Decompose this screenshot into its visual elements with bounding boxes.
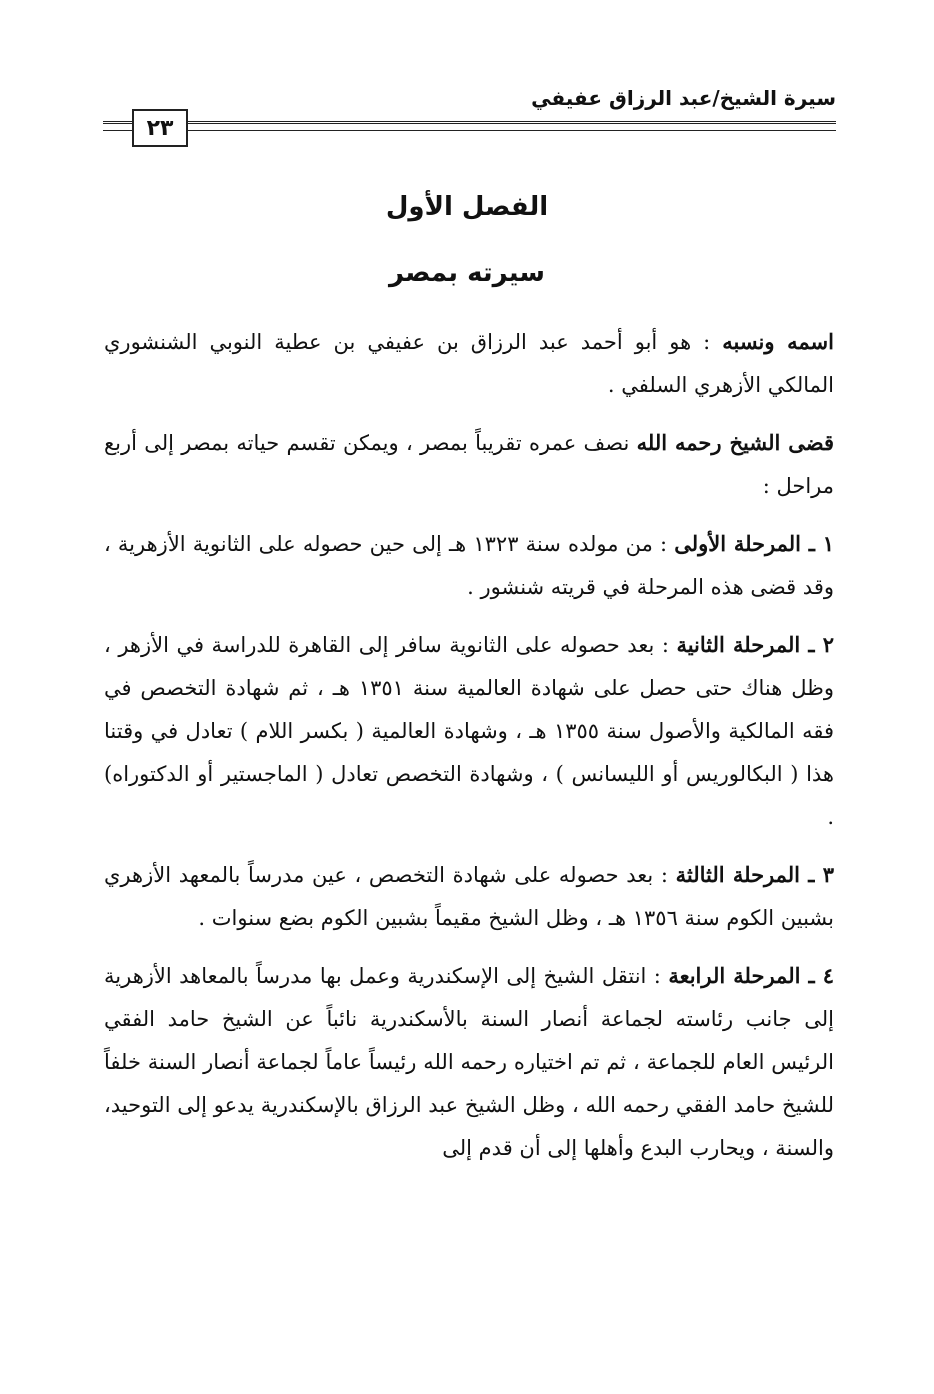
paragraph-lead: ٢ ـ المرحلة الثانية <box>676 632 834 657</box>
paragraph-intro <box>104 421 834 508</box>
running-header-title: سيرة الشيخ/عبد الرزاق عفيفي <box>531 86 836 110</box>
paragraph-text: : انتقل الشيخ إلى الإسكندرية وعمل بها مدرساً بالمعاهد الأزهرية إلى جانب رئاسته لجماعة أنصار السنة بالأسكندرية نائباً عن الشيخ حامد الفقي الرئيس العام للجماعة ، ثم تم اختياره رحمه الله رئيساً عاماً لجماعة أنصار السنة خلفاً للشيخ حامد الفقي رحمه الله ، وظل الشيخ عبد الرزاق بالإسكندرية يدعو إلى التوحيد، والسنة ، ويحارب البدع وأهلها إلى أن قدم إلى <box>104 964 834 1160</box>
header-rule <box>103 121 836 131</box>
paragraph-stage-2 <box>104 623 834 839</box>
chapter-title: الفصل الأول <box>385 192 549 222</box>
page-number: ٢٣ <box>132 109 188 147</box>
paragraph-name-lineage <box>104 320 834 407</box>
paragraph-text: : هو أبو أحمد عبد الرزاق بن عفيفي بن عطية النوبي الشنشوري المالكي الأزهري السلفي . <box>104 330 834 397</box>
paragraph-lead: ٤ ـ المرحلة الرابعة <box>668 963 834 988</box>
paragraph-text: : بعد حصوله على الثانوية سافر إلى القاهرة للدراسة في الأزهر ، وظل هناك حتى حصل على شهادة العالمية سنة ١٣٥١ هـ ، ثم شهادة التخصص في فقه المالكية والأصول سنة ١٣٥٥ هـ ، وشهادة العالمية ( بكسر اللام ) تعادل في وقتنا هذا ( البكالوريس أو الليسانس ) ، وشهادة التخصص تعادل ( الماجستير أو الدكتوراه) . <box>104 633 834 829</box>
paragraph-text: : من مولده سنة ١٣٢٣ هـ إلى حين حصوله على الثانوية الأزهرية ، وقد قضى هذه المرحلة في قريته شنشور . <box>104 532 834 599</box>
paragraph-lead: ٣ ـ المرحلة الثالثة <box>675 862 835 887</box>
paragraph-stage-4 <box>104 954 834 1170</box>
paragraph-stage-3 <box>104 853 834 940</box>
paragraph-lead: قضى الشيخ رحمه الله <box>636 430 835 455</box>
paragraph-text: نصف عمره تقريباً بمصر ، ويمكن تقسم حياته بمصر إلى أربع مراحل : <box>104 431 834 498</box>
paragraph-lead: اسمه ونسبه <box>722 329 834 354</box>
paragraph-lead: ١ ـ المرحلة الأولى <box>674 531 834 556</box>
paragraph-stage-1 <box>104 522 834 609</box>
body-text <box>104 320 834 1184</box>
paragraph-text: : بعد حصوله على شهادة التخصص ، عين مدرساً بالمعهد الأزهري بشبين الكوم سنة ١٣٥٦ هـ ، وظل الشيخ مقيماً بشبين الكوم بضع سنوات . <box>104 863 834 930</box>
section-title: سيرته بمصر <box>389 258 545 288</box>
